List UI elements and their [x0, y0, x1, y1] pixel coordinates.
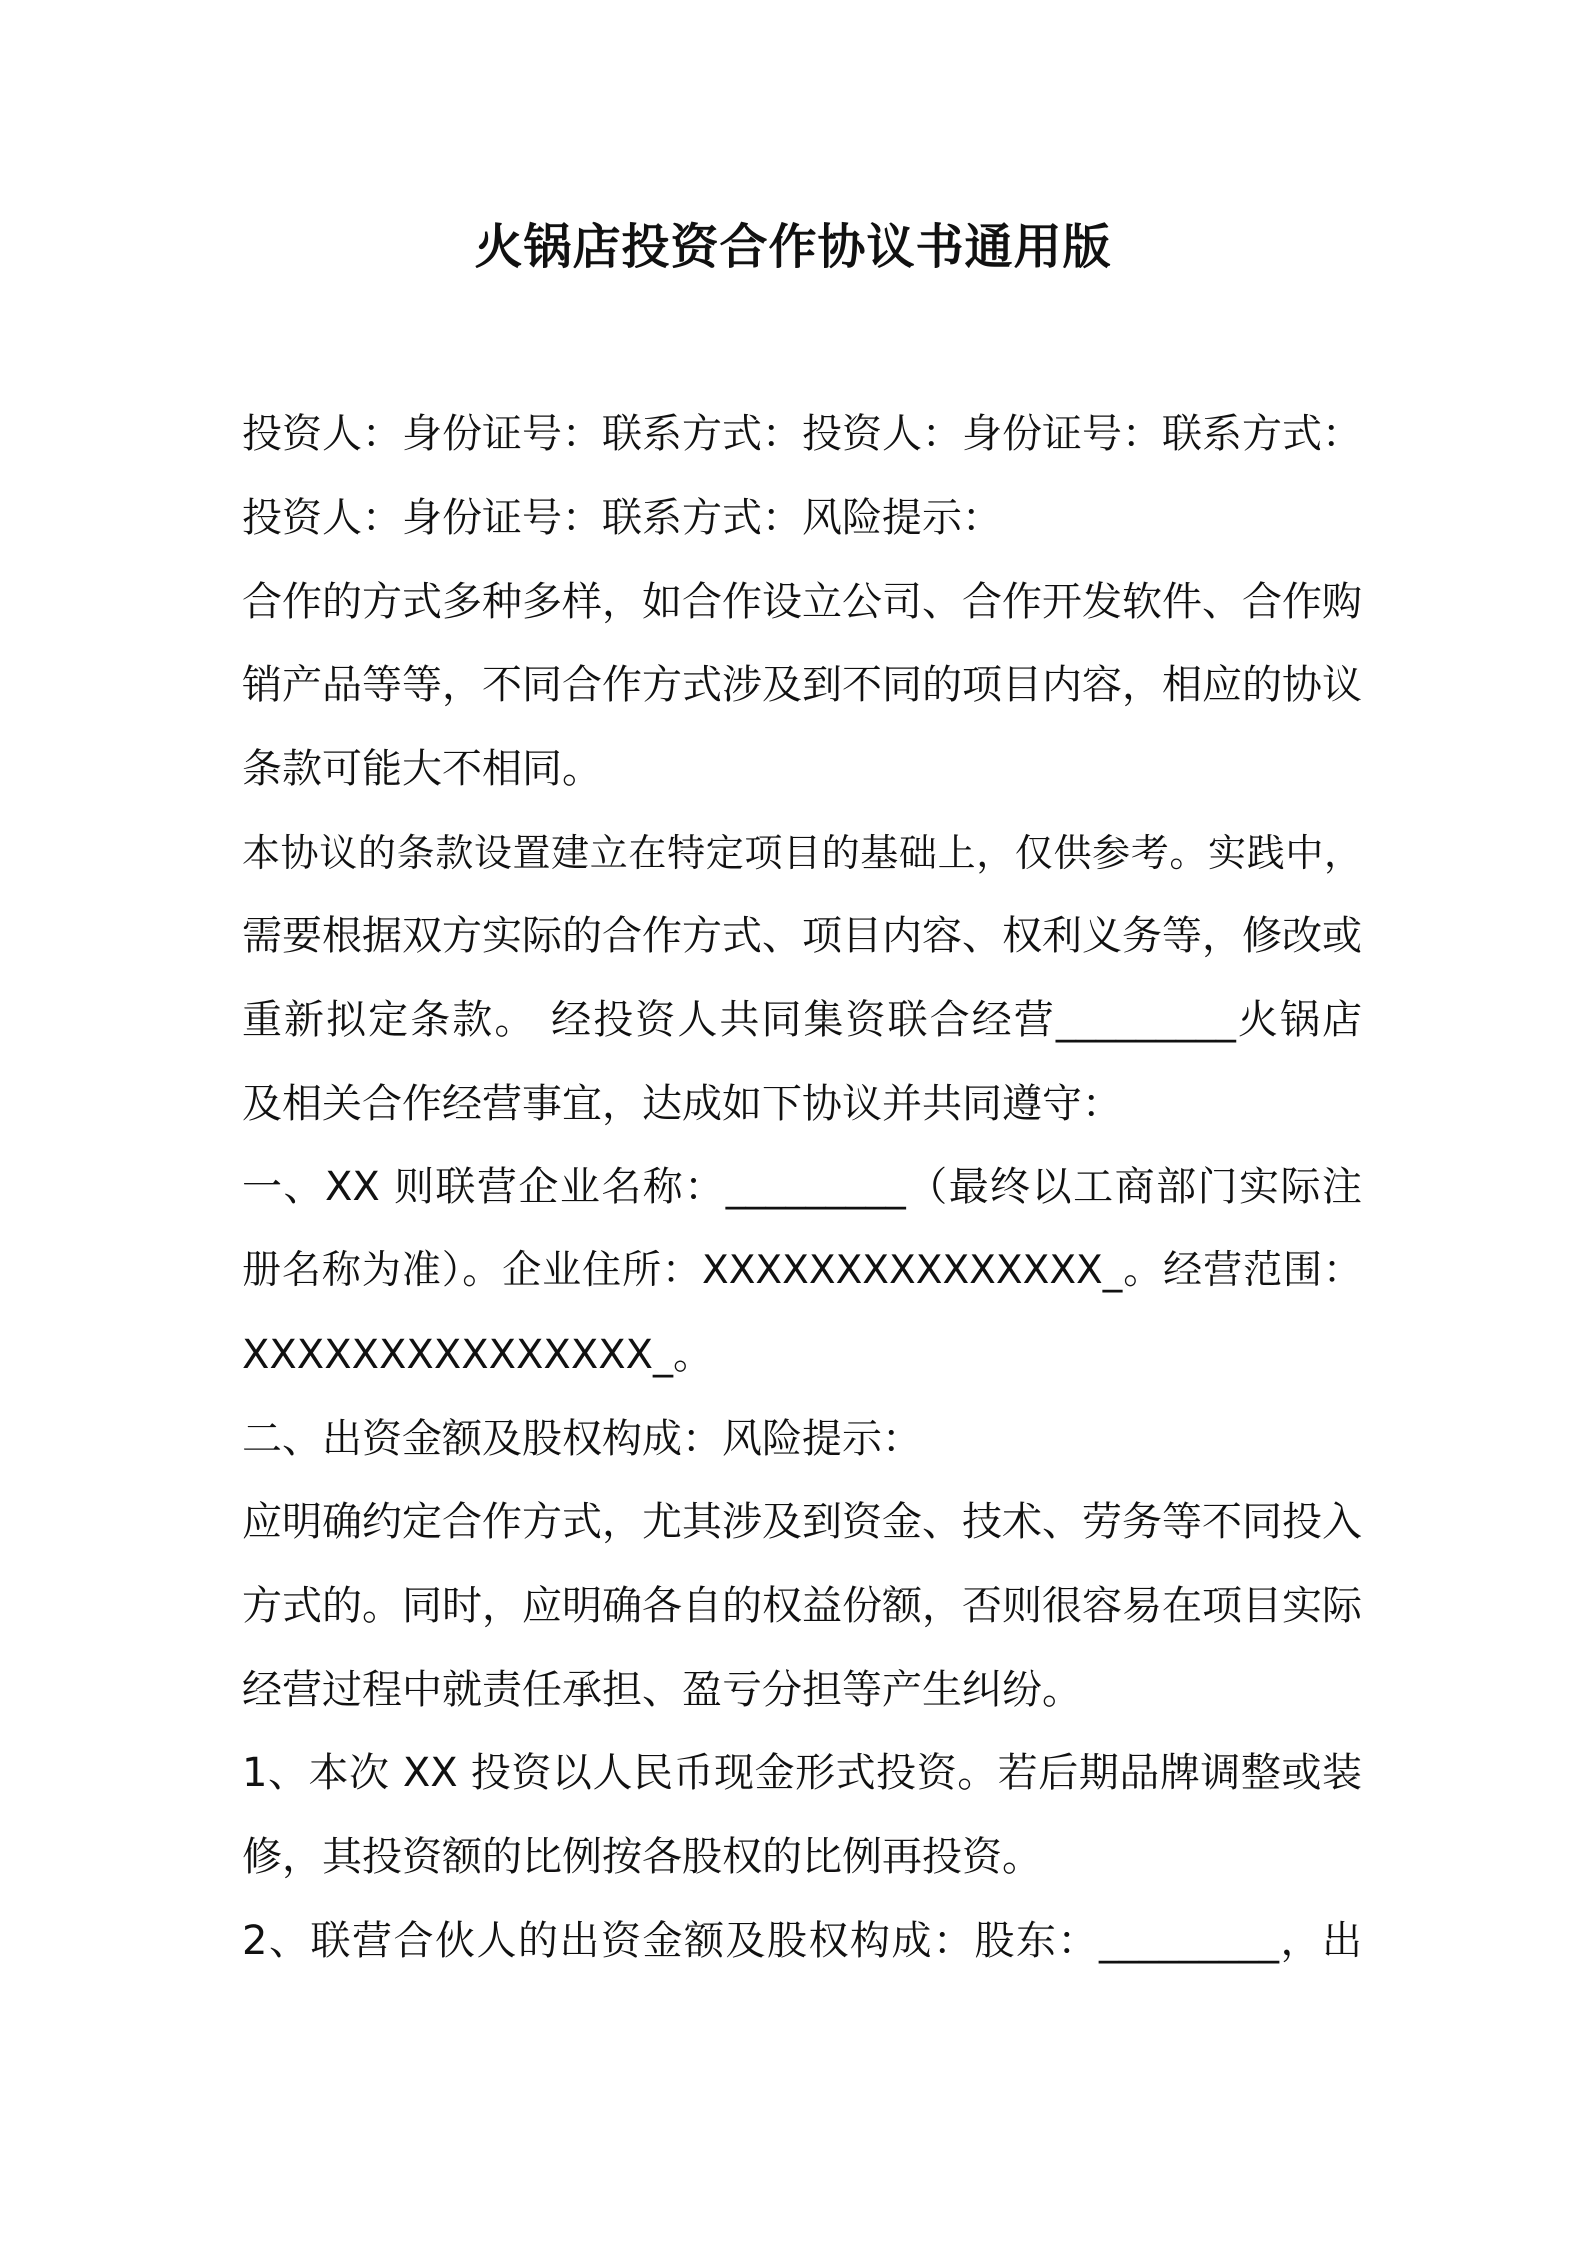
- section-heading: 二、出资金额及股权构成：风险提示：: [242, 1416, 922, 1462]
- text-line: 册名称为准）。企业住所：XXXXXXXXXXXXXXX_。经营范围：: [242, 1248, 1362, 1293]
- document-title: 火锅店投资合作协议书通用版: [474, 219, 1112, 275]
- text-line: 需要根据双方实际的合作方式、项目内容、权利义务等，修改或: [242, 913, 1362, 959]
- text-line: 条款可能大不相同。: [242, 746, 602, 792]
- text-line: 合作的方式多种多样，如合作设立公司、合作开发软件、合作购: [242, 579, 1362, 625]
- text-line: 及相关合作经营事宜，达成如下协议并共同遵守：: [242, 1081, 1122, 1127]
- text-line: 1、本次 XX 投资以人民币现金形式投资。若后期品牌调整或装: [242, 1750, 1362, 1796]
- text-line: 应明确约定合作方式，尤其涉及到资金、技术、劳务等不同投入: [242, 1499, 1362, 1545]
- text-line: 经营过程中就责任承担、盈亏分担等产生纠纷。: [242, 1667, 1082, 1713]
- text-line: 投资人：身份证号：联系方式：投资人：身份证号：联系方式：: [242, 411, 1362, 457]
- text-line: 一、XX 则联营企业名称：_________（最终以工商部门实际注: [242, 1164, 1362, 1210]
- text-line: 方式的。同时，应明确各自的权益份额，否则很容易在项目实际: [242, 1583, 1362, 1629]
- text-line: 本协议的条款设置建立在特定项目的基础上，仅供参考。实践中，: [242, 831, 1362, 875]
- text-line: 销产品等等，不同合作方式涉及到不同的项目内容，相应的协议: [242, 662, 1362, 708]
- text-line: 重新拟定条款。 经投资人共同集资联合经营_________火锅店: [242, 997, 1362, 1043]
- text-line: 修，其投资额的比例按各股权的比例再投资。: [242, 1834, 1042, 1880]
- text-line: 投资人：身份证号：联系方式：风险提示：: [242, 495, 1002, 541]
- text-line: XXXXXXXXXXXXXXX_。: [242, 1332, 714, 1378]
- text-line: 2、联营合伙人的出资金额及股权构成：股东：_________，出: [242, 1918, 1362, 1964]
